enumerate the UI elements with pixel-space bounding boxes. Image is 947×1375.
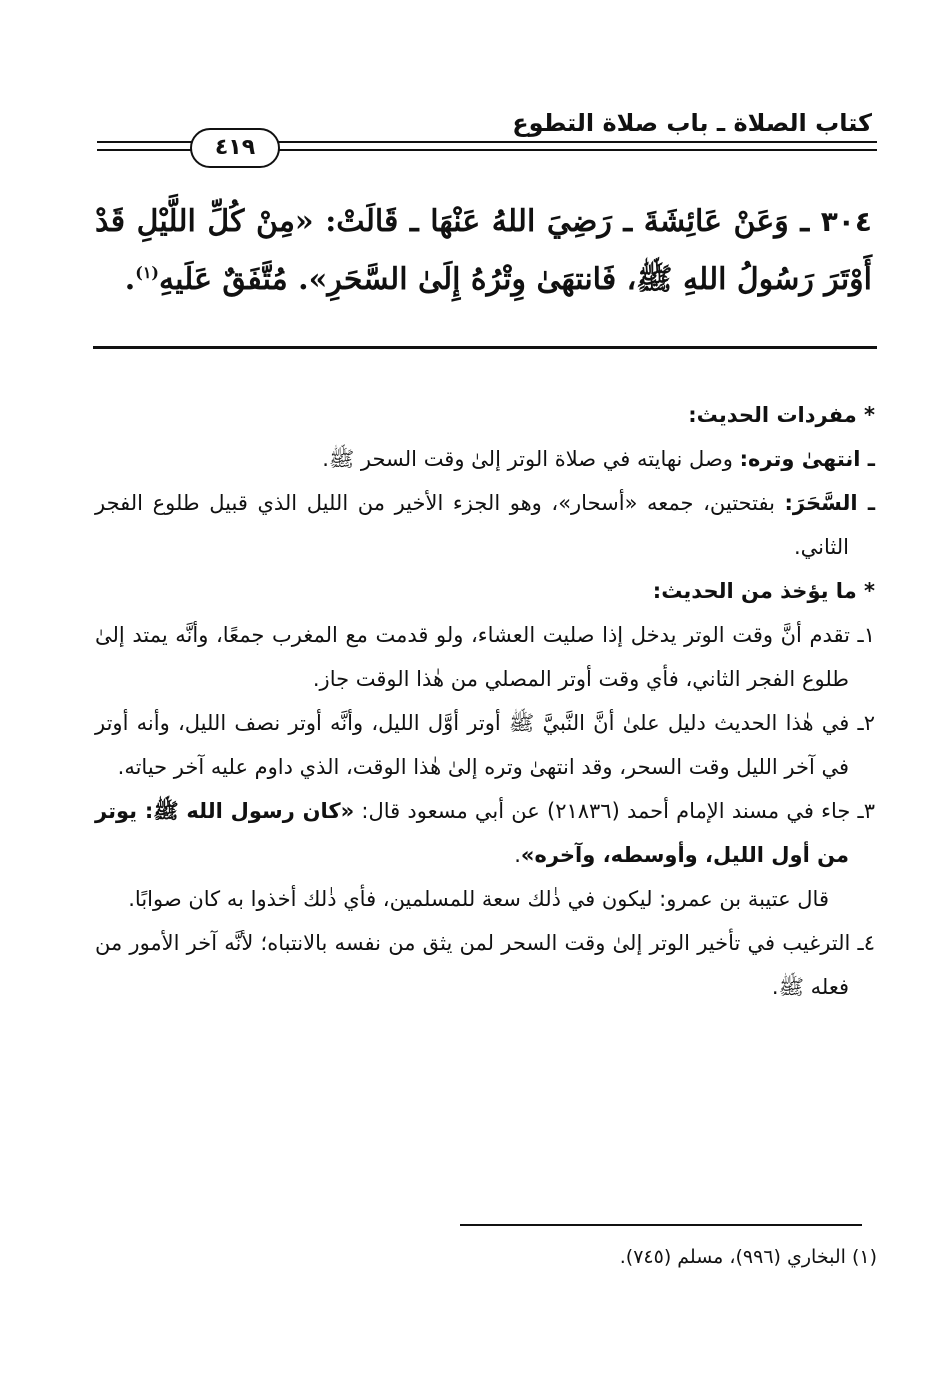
vocab-term: ـ انتهىٰ وتره: xyxy=(739,447,875,471)
vocab-heading: * مفردات الحديث: xyxy=(688,403,875,427)
commentary xyxy=(95,393,875,1009)
hadith-end: . xyxy=(124,262,136,297)
lesson-item-3 xyxy=(95,789,875,877)
lesson-item-3-intro: ٣ـ جاء في مسند الإمام أحمد (٢١٨٣٦) عن أبي مسعود قال: xyxy=(354,799,875,823)
lesson-item-4: ٤ـ الترغيب في تأخير الوتر إلىٰ وقت السحر لمن يثق من نفسه بالانتباه؛ لأنَّه آخر الأمور من فعله ﷺ. xyxy=(95,931,875,999)
footnote-rule xyxy=(460,1224,862,1226)
vocab-entry xyxy=(95,437,875,481)
section-divider xyxy=(93,346,877,349)
vocab-entry xyxy=(95,481,875,569)
running-title: كتاب الصلاة ـ باب صلاة التطوع xyxy=(512,109,872,137)
lessons-heading: * ما يؤخذ من الحديث: xyxy=(652,579,875,603)
header-rule-right xyxy=(270,141,877,143)
vocab-definition: بفتحتين، جمعه «أسحار»، وهو الجزء الأخير من الليل الذي قبيل طلوع الفجر الثاني. xyxy=(95,491,849,559)
lesson-item-3-quote: «كان رسول الله ﷺ: يوتر من أول الليل، وأوسطه، وآخره» xyxy=(95,799,849,867)
lesson-item-3-note: قال عتيبة بن عمرو: ليكون في ذٰلك سعة للمسلمين، فأي ذٰلك أخذوا به كان صوابًا. xyxy=(128,887,829,911)
vocab-definition: وصل نهايته في صلاة الوتر إلىٰ وقت السحر ﷺ. xyxy=(322,447,740,471)
hadith-text: ـ وَعَنْ عَائِشَةَ ـ رَضِيَ اللهُ عَنْهَا ـ قَالَتْ: «مِنْ كُلِّ اللَّيْلِ قَدْ أَوْتَرَ رَسُولُ اللهِ ﷺ، فَانتهَىٰ وِتْرُهُ إِلَىٰ السَّحَرِ». مُتَّفَقٌ عَلَيهِ xyxy=(95,204,872,297)
vocab-term: ـ السَّحَرَ: xyxy=(784,491,875,515)
hadith-footnote-ref: (١) xyxy=(135,263,159,282)
page-number: ٤١٩ xyxy=(190,128,280,168)
lesson-item-3-end: . xyxy=(514,843,521,867)
hadith-number: ٣٠٤ xyxy=(820,205,872,238)
lesson-item-2: ٢ـ في هٰذا الحديث دليل علىٰ أنَّ النَّبيَّ ﷺ أوتر أوَّل الليل، وأنَّه أوتر نصف الليل، وأنه أوتر في آخر الليل وقت السحر، وقد انتهىٰ وتره إلىٰ هٰذا الوقت، الذي داوم عليه آخر حياته. xyxy=(95,711,875,779)
lesson-item-1: ١ـ تقدم أنَّ وقت الوتر يدخل إذا صليت العشاء، ولو قدمت مع المغرب جمعًا، وأنَّه يمتد إلىٰ طلوع الفجر الثاني، فأي وقت أوتر المصلي من هٰذا الوقت جاز. xyxy=(95,623,875,691)
header-rule-right-lower xyxy=(270,149,877,151)
footnote: (١) البخاري (٩٩٦)، مسلم (٧٤٥). xyxy=(619,1246,877,1268)
hadith-text-block xyxy=(95,193,872,309)
